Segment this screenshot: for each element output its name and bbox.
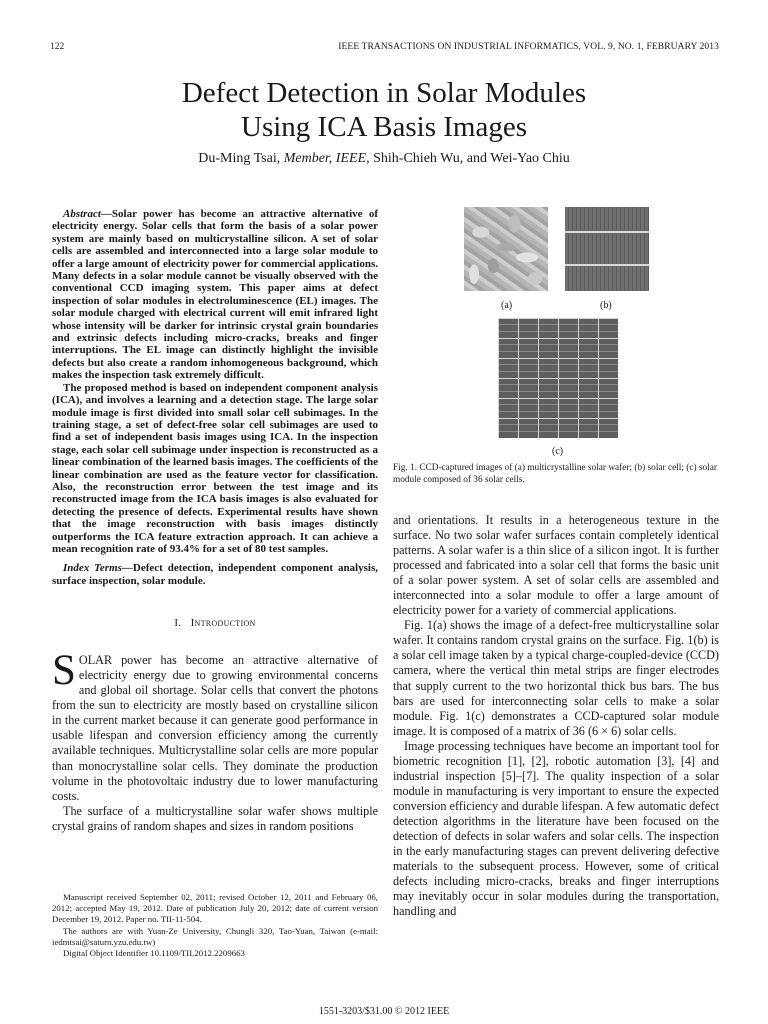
figure-label-a: (a) bbox=[501, 300, 513, 311]
figure-1 bbox=[393, 200, 719, 495]
index-terms-text: Defect detection, independent component analysis, surface inspection, solar module. bbox=[52, 562, 378, 587]
intro-p1-text: power has become an attractive alternative of electricity energy due to growing environmental concerns and global oil shortage. Solar cells that convert the photons from the sun to electricity are mostly based on crystalline silicon in the current market because it can generate good performance in usable lifespan and conversion efficiency among the currently available techniques. Multicrystalline solar cells are more popular than monocrystalline solar cells. They dominate the production volume in the photovoltaic industry due to lower manufacturing costs. bbox=[52, 653, 378, 803]
section-heading bbox=[52, 617, 378, 629]
multicrystalline-wafer-image bbox=[464, 207, 548, 291]
other-authors: Shih-Chieh Wu, and Wei-Yao Chiu bbox=[373, 151, 570, 166]
footnotes bbox=[52, 892, 378, 959]
intro-paragraph-2: The surface of a multicrystalline solar wafer shows multiple crystal grains of random shapes and sizes in random positions bbox=[52, 803, 378, 833]
section-number: I. bbox=[174, 617, 182, 630]
intro-paragraph-1 bbox=[52, 647, 378, 803]
intro-paragraph-image-processing: Image processing techniques have become an important tool for biometric recognition [1], [2], robotic automation [3], [4] and industrial inspection [5]–[7]. The quality inspection of a solar module in manufacturing is very important to ensure the expected conversion efficiency and durable lifespan. A few automatic defect detection algorithms in the literature have been focused on the detection of defects in solar wafers and solar cells. The inspection in the early manufacturing stages can prevent delivering defective materials to the subsequent process. However, some of critical defects including micro-cracks, breaks and finger interruptions may inevitably occur in solar modules during the transportation, handling and bbox=[393, 738, 719, 919]
right-column bbox=[393, 513, 719, 919]
index-terms-label: Index Terms bbox=[63, 562, 122, 575]
author-list bbox=[50, 151, 718, 167]
intro-left bbox=[52, 647, 378, 834]
abstract bbox=[52, 208, 378, 587]
intro-paragraph-continued: and orientations. It results in a heterogeneous texture in the surface. No two solar wafer surfaces contain completely identical patterns. A solar wafer is a thin slice of a silicon ingot. It is further processed and fabricated into a solar cell that forms the basic unit of a solar power system. A set of solar cells are assembled and interconnected into a solar module to offer a large amount of electricity power for a variety of commercial applications. bbox=[393, 513, 719, 618]
abstract-paragraph-2: The proposed method is based on independent component analysis (ICA), and involves a learning and a detection stage. The large solar module image is first divided into small solar cell subimages. In the training stage, a set of defect-free solar cell subimages are used to find a set of independent basis images using ICA. In the inspection stage, each solar cell subimage under inspection is reconstructed as a linear combination of the learned basis images. The coefficients of the linear combination are used as the feature vector for classification. Also, the reconstruction error between the test image and its reconstructed image from the ICA basis images is also evaluated for detecting the presence of defects. Experimental results have shown that the image reconstruction with basis images distinctly outperforms the ICA feature extraction approach. It can achieve a mean recognition rate of 93.4% for a set of 80 test samples. bbox=[52, 381, 378, 555]
paper-title bbox=[50, 76, 718, 144]
solar-cell-image bbox=[565, 207, 649, 291]
solar-module-image bbox=[498, 318, 618, 438]
figure-label-c: (c) bbox=[552, 446, 564, 457]
intro-caps: OLAR bbox=[78, 653, 113, 668]
abstract-paragraph-1 bbox=[52, 208, 378, 382]
intro-paragraph-fig1: Fig. 1(a) shows the image of a defect-free multicrystalline solar wafer. It contains random crystal grains on the surface. Fig. 1(b) is a solar cell image taken by a typical charge-coupled-device (CCD) camera, where the vertical thin metal strips are finger electrodes that supply current to the two horizontal thick bus bars. The bus bars are used for interconnecting solar cells to make a solar module. Fig. 1(c) demonstrates a CCD-captured solar module image. It is composed of a matrix of 36 (6 × 6) solar cells. bbox=[393, 618, 719, 738]
section-title: Introduction bbox=[190, 617, 256, 630]
footnote-doi: Digital Object Identifier 10.1109/TII.2012.2209663 bbox=[63, 948, 245, 959]
index-terms bbox=[52, 562, 378, 587]
abstract-dash: — bbox=[100, 208, 112, 220]
running-head: IEEE TRANSACTIONS ON INDUSTRIAL INFORMATICS, VOL. 9, NO. 1, FEBRUARY 2013 bbox=[338, 42, 719, 52]
title-line-2: Using ICA Basis Images bbox=[241, 111, 527, 143]
title-line-1: Defect Detection in Solar Modules bbox=[181, 77, 587, 109]
author-1-membership: Member, IEEE, bbox=[283, 151, 370, 166]
left-column bbox=[52, 208, 378, 834]
copyright-footer: 1551-3203/$31.00 © 2012 IEEE bbox=[318, 1006, 450, 1017]
abstract-label: Abstract bbox=[63, 208, 101, 220]
index-terms-dash: — bbox=[121, 562, 133, 575]
figure-caption: Fig. 1. CCD-captured images of (a) multicrystalline solar wafer; (b) solar cell; (c) solar module composed of 36 solar cells. bbox=[393, 463, 717, 485]
page-number: 122 bbox=[50, 42, 65, 52]
footnote-affiliation: The authors are with Yuan-Ze University, Chungli 320, Tao-Yuan, Taiwan (e-mail: iedmtsai@saturn.yzu.edu.tw) bbox=[52, 925, 378, 947]
abstract-text-1: Solar power has become an attractive alternative of electricity energy. Solar cells that form the basis of a solar power system are mainly based on multicrystalline silicon. A set of solar cells are assembled and interconnected into a large solar module to offer a large amount of electricity power for commercial applications. Many defects in a solar module cannot be visually observed with the conventional CCD imaging system. This paper aims at defect inspection of solar modules in electroluminescence (EL) images. The solar module charged with electrical current will emit infrared light whose intensity will be darker for intrinsic crystal grain boundaries and extrinsic defects including micro-cracks, breaks and finger interruptions. The EL image can distinctly highlight the invisible defects but also create a random inhomogeneous background, which makes the inspection task extremely difficult. bbox=[52, 208, 378, 382]
drop-cap: S bbox=[52, 647, 76, 695]
author-1: Du-Ming Tsai, bbox=[198, 151, 281, 166]
figure-label-b: (b) bbox=[600, 300, 612, 311]
footnote-manuscript: Manuscript received September 02, 2011; revised October 12, 2011 and February 06, 2012; accepted May 19, 2012. Date of publication July 20, 2012; date of current version December 19, 2012. Paper no. TII-11-504. bbox=[52, 892, 378, 925]
